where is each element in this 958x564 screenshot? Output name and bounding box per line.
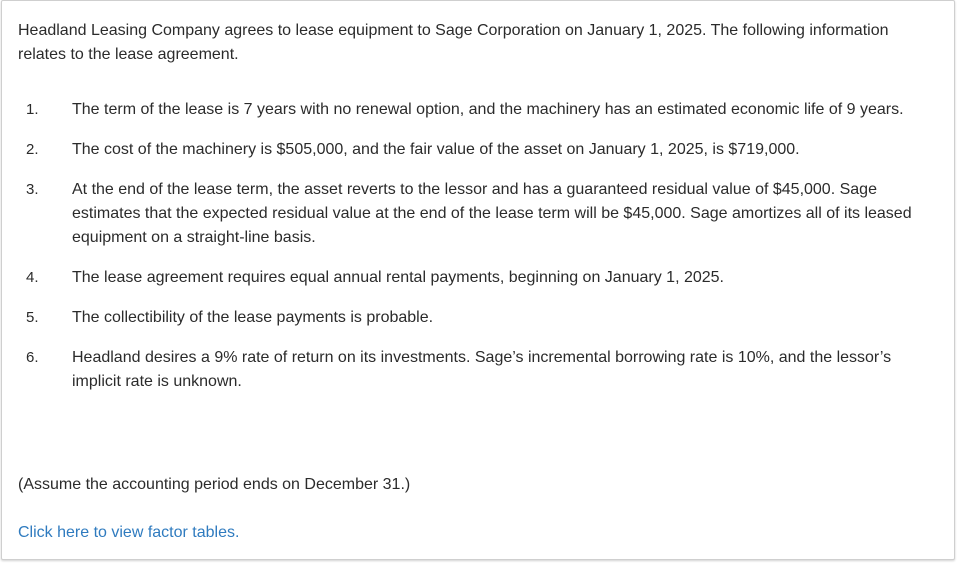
item-number: 5.: [26, 309, 39, 326]
item-number: 1.: [26, 101, 39, 118]
list-item: [18, 138, 938, 162]
item-number: 2.: [26, 141, 39, 158]
lease-terms-list: [18, 98, 938, 410]
item-text: The cost of the machinery is $505,000, and the fair value of the asset on January 1, 2025, is $719,000.: [72, 141, 800, 158]
item-text: The term of the lease is 7 years with no renewal option, and the machinery has an estimated economic life of 9 years.: [72, 101, 904, 118]
item-number: 3.: [26, 181, 39, 198]
accounting-period-note: (Assume the accounting period ends on December 31.): [18, 476, 411, 493]
problem-intro: Headland Leasing Company agrees to lease equipment to Sage Corporation on January 1, 2025. The following information relates to the lease agreement.: [18, 22, 889, 63]
item-text: At the end of the lease term, the asset reverts to the lessor and has a guaranteed residual value of $45,000. Sage estimates that the expected residual value at the end of the lease term will be $45,000. Sage amortizes all of its leased equipment on a straight-line basis.: [72, 181, 912, 246]
factor-tables-link[interactable]: Click here to view factor tables.: [18, 524, 240, 541]
item-text: Headland desires a 9% rate of return on its investments. Sage’s incremental borrowing rate is 10%, and the lessor’s implicit rate is unknown.: [72, 349, 892, 390]
item-text: The lease agreement requires equal annual rental payments, beginning on January 1, 2025.: [72, 269, 724, 286]
list-item: [18, 178, 938, 250]
item-text: The collectibility of the lease payments is probable.: [72, 309, 434, 326]
list-item: [18, 266, 938, 290]
problem-card: [1, 0, 955, 560]
list-item: [18, 98, 938, 122]
list-item: [18, 346, 938, 394]
item-number: 4.: [26, 269, 39, 286]
list-item: [18, 306, 938, 330]
item-number: 6.: [26, 349, 39, 366]
